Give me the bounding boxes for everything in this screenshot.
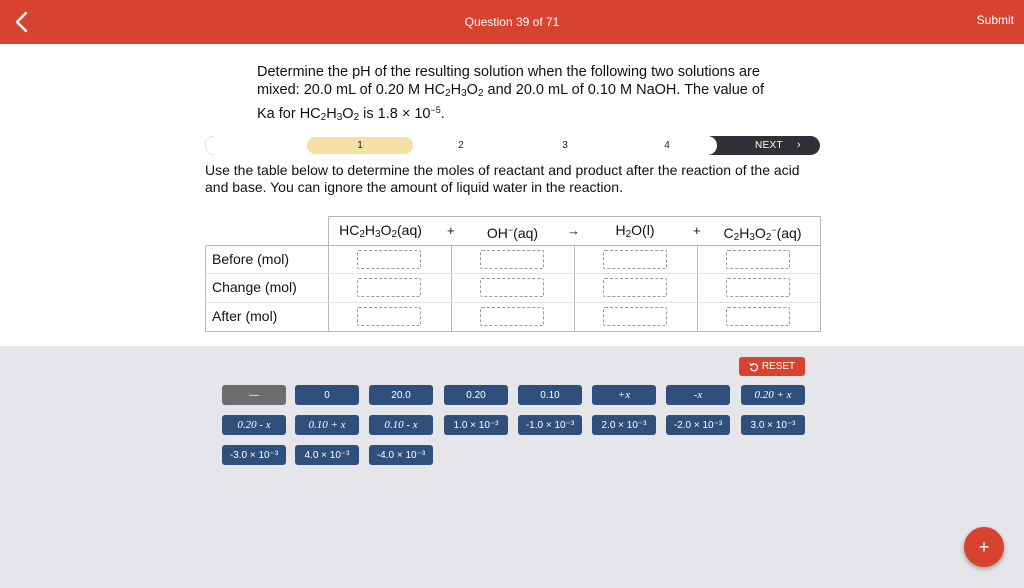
- tile-0-20-minus-x[interactable]: 0.20 - x: [222, 415, 286, 435]
- drop-target[interactable]: [480, 250, 544, 269]
- tile-0-10-plus-x[interactable]: 0.10 + x: [295, 415, 359, 435]
- reset-icon: [749, 362, 759, 372]
- question-text: Determine the pH of the resulting solution when the following two solutions are mixed: 20.0 mL of 0.20 M $HC_2H_3O_2$ and 20.0 mL of 0.10 M NaOH. The value of Ka for $HC_2H_3O_2$ is $1.8 \times 10^{-5}$.: [257, 64, 764, 123]
- drop-target[interactable]: [726, 278, 790, 297]
- drop-target[interactable]: [726, 250, 790, 269]
- instruction-text: Use the table below to determine the moles of reactant and product after the reaction of the acid and base. You can ignore the amount of liquid water in the reaction.: [205, 162, 800, 195]
- chevron-left-icon: [14, 11, 30, 33]
- step-4[interactable]: 4: [664, 140, 670, 151]
- header-hydroxide: OH−(aq): [486, 225, 539, 241]
- drop-target[interactable]: [603, 278, 667, 297]
- tile-minus-x[interactable]: -x: [666, 385, 730, 405]
- drop-target[interactable]: [480, 278, 544, 297]
- tile-plus-x[interactable]: +x: [592, 385, 656, 405]
- step-progress-bar: [205, 136, 820, 155]
- answer-tray: [0, 346, 1024, 588]
- back-button[interactable]: [4, 4, 40, 40]
- tile-blank[interactable]: —: [222, 385, 286, 405]
- plus-sign: +: [693, 223, 701, 238]
- tile-neg-2-0e-3[interactable]: -2.0 × 10⁻³: [666, 415, 730, 435]
- tile-0-10-minus-x[interactable]: 0.10 - x: [369, 415, 433, 435]
- tile-3-0e-3[interactable]: 3.0 × 10⁻³: [741, 415, 805, 435]
- header-acid: $HC_2H_3O_2(aq)$: [339, 222, 422, 240]
- plus-sign: +: [447, 223, 455, 238]
- drop-target[interactable]: [357, 307, 421, 326]
- tile-neg-3-0e-3[interactable]: -3.0 × 10⁻³: [222, 445, 286, 465]
- row-label-after: After (mol): [212, 308, 278, 324]
- drop-target[interactable]: [603, 307, 667, 326]
- drop-target[interactable]: [357, 278, 421, 297]
- submit-button[interactable]: Submit: [976, 13, 1014, 27]
- ice-table: [205, 216, 821, 332]
- next-button[interactable]: NEXT: [755, 140, 783, 151]
- step-3[interactable]: 3: [562, 140, 568, 151]
- drop-target[interactable]: [480, 307, 544, 326]
- tile-0-20-plus-x[interactable]: 0.20 + x: [741, 385, 805, 405]
- drop-target[interactable]: [357, 250, 421, 269]
- tile-20-0[interactable]: 20.0: [369, 385, 433, 405]
- reaction-arrow: →: [567, 223, 580, 238]
- header-water: $H_2O(l)$: [615, 222, 655, 240]
- header-acetate: $C_2H_3O_2^-(aq)$: [723, 225, 802, 243]
- step-2[interactable]: 2: [458, 140, 464, 151]
- reset-label: RESET: [761, 361, 796, 372]
- reset-button[interactable]: [739, 357, 805, 376]
- tile-0[interactable]: 0: [295, 385, 359, 405]
- tile-4-0e-3[interactable]: 4.0 × 10⁻³: [295, 445, 359, 465]
- tile-1-0e-3[interactable]: 1.0 × 10⁻³: [444, 415, 508, 435]
- row-label-before: Before (mol): [212, 251, 290, 267]
- row-label-change: Change (mol): [212, 279, 297, 295]
- add-button[interactable]: +: [964, 527, 1004, 567]
- tile-neg-1-0e-3[interactable]: -1.0 × 10⁻³: [518, 415, 582, 435]
- drop-target[interactable]: [726, 307, 790, 326]
- tile-neg-4-0e-3[interactable]: -4.0 × 10⁻³: [369, 445, 433, 465]
- top-bar: [0, 0, 1024, 44]
- tile-0-10[interactable]: 0.10: [518, 385, 582, 405]
- step-1[interactable]: 1: [357, 140, 363, 151]
- chevron-right-icon[interactable]: ›: [797, 139, 801, 151]
- drop-target[interactable]: [603, 250, 667, 269]
- question-counter: Question 39 of 71: [464, 15, 560, 29]
- tile-2-0e-3[interactable]: 2.0 × 10⁻³: [592, 415, 656, 435]
- tile-0-20[interactable]: 0.20: [444, 385, 508, 405]
